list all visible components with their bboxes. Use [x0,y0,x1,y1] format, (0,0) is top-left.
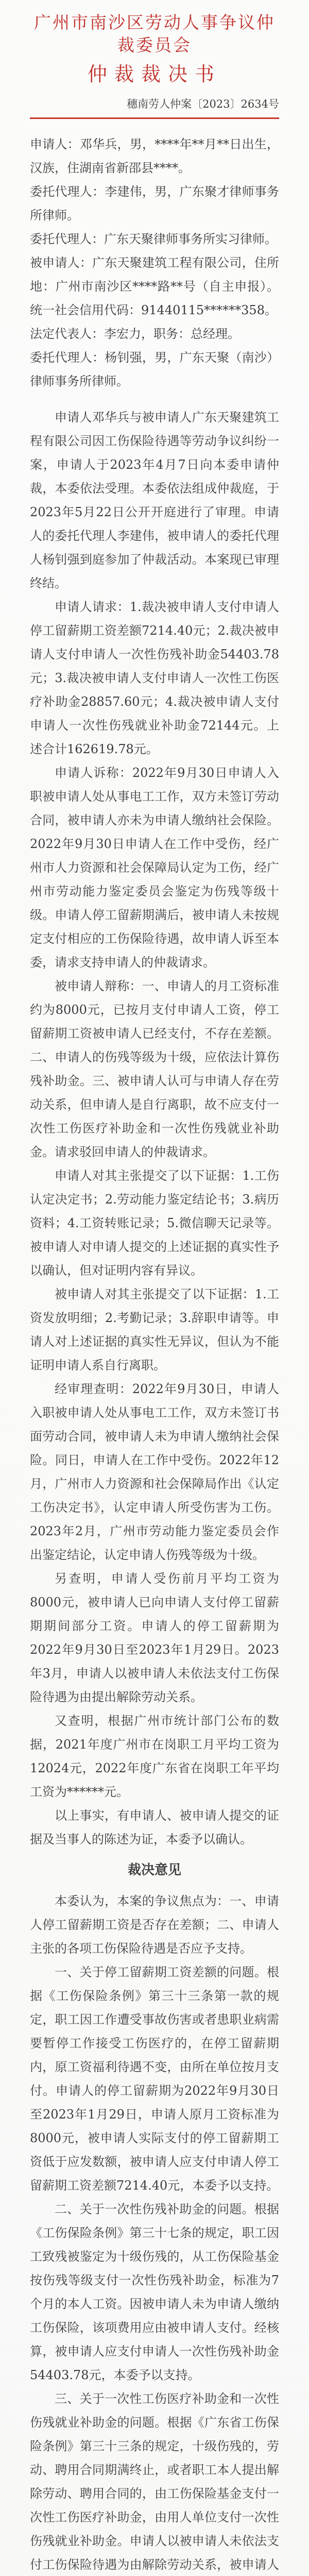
body-paragraph: 另查明，申请人受伤前月平均工资为8000元，被申请人已向申请人支付停工留薪期期间部分工资。申请人的停工留薪期为2022年9月30日至2023年1月29日。2023年3月，申请人以被申请人未依法支付工伤保险待遇为由提出解除劳动关系。 [30,1571,279,1704]
facts-block [30,405,279,1851]
body-paragraph: 一、关于停工留薪期工资差额的问题。根据《工伤保险条例》第三十三条第一款的规定，职工因工作遭受事故伤害或者患职业病需要暂停工作接受工伤医疗的，在停工留薪期内，原工资福利待遇不变，由所在单位按月支付。申请人的停工留薪期为2022年9月30日至2023年1月29日，申请人原月工资标准为8000元，被申请人实际支付的停工留薪期工资低于应发数额，被申请人应支付申请人停工留薪期工资差额7214.40元，本委予以支持。 [30,1965,279,2193]
body-paragraph: 被申请人对其主张提交了以下证据：1.工资发放明细；2.考勤记录；3.辞职申请等。申请人对上述证据的真实性无异议，但认为不能证明申请人系自行离职。 [30,1287,279,1372]
document-title: 仲裁裁决书 [87,63,221,86]
reasoning-block [30,1889,279,2576]
body-paragraph: 申请人诉称：2022年9月30日申请人入职被申请人处从事电工工作，双方未签订劳动合同，被申请人亦未为申请人缴纳社会保险。2022年9月30日申请人在工作中受伤，经广州市人力资源和社会保障局认定为工伤，经广州市劳动能力鉴定委员会鉴定为伤残等级十级。申请人停工留薪期满后，被申请人未按规定支付相应的工伤保险待遇，故申请人诉至本委，请求支持申请人的仲裁请求。 [30,766,279,970]
body-paragraph: 本委认为，本案的争议焦点为：一、申请人停工留薪期工资是否存在差额；二、申请人主张的各项工伤保险待遇是否应予支持。 [30,1894,279,1956]
body-paragraph: 经审理查明：2022年9月30日，申请人入职被申请人处从事电工工作，双方未签订书面劳动合同，被申请人未为申请人缴纳社会保险。同日，申请人在工作中受伤。2022年12月，广州市人力资源和社会保障局作出《认定工伤决定书》，认定申请人所受伤害为工伤。2023年2月，广州市劳动能力鉴定委员会作出鉴定结论，认定申请人伤残等级为十级。 [30,1382,279,1562]
body-paragraph: 申请人请求：1.裁决被申请人支付申请人停工留薪期工资差额7214.40元；2.裁决被申请人支付申请人一次性伤残补助金54403.78元；3.裁决被申请人支付申请人一次性工伤医疗补助金28857.60元；4.裁决被申请人支付申请人一次性伤残就业补助金72144元。上述合计162619.78元。 [30,600,279,756]
header-divider [30,117,279,119]
section-heading: 裁决意见 [127,1862,181,1878]
party-line: 委托代理人：李建伟，男，广东聚才律师事务所律师。 [30,184,279,223]
issuing-organization: 广州市南沙区劳动人事争议仲裁委员会 [34,12,275,55]
body-paragraph: 二、关于一次性伤残补助金的问题。根据《工伤保险条例》第三十七条的规定，职工因工致残被鉴定为十级伤残的，从工伤保险基金按伤残等级支付一次性伤残补助金，标准为7个月的本人工资。因被申请人未为申请人缴纳工伤保险，该项费用应由被申请人支付。经核算，被申请人应支付申请人一次性伤残补助金54403.78元，本委予以支持。 [30,2202,279,2382]
party-line: 被申请人：广东天聚建筑工程有限公司，住所地：广州市南沙区****路**号（自主申报）。统一社会信用代码：91440115******358。 [30,256,279,317]
party-line: 委托代理人：广东天聚律师事务所实习律师。 [30,232,277,246]
parties-block [30,132,279,393]
body-paragraph: 又查明，根据广州市统计部门公布的数据，2021年度广州市在岗职工月平均工资为12024元，2022年度广东省在岗职工年平均工资为******元。 [30,1714,279,1799]
body-paragraph: 以上事实，有申请人、被申请人提交的证据及当事人的陈述为证，本委予以确认。 [30,1808,279,1846]
party-line: 法定代表人：李宏力，职务：总经理。 [30,327,240,341]
party-line: 委托代理人：杨钊强，男，广东天聚（南沙）律师事务所律师。 [30,350,279,388]
body-paragraph: 申请人对其主张提交了以下证据：1.工伤认定决定书；2.劳动能力鉴定结论书；3.病历资料；4.工资转账记录；5.微信聊天记录等。被申请人对申请人提交的上述证据的真实性予以确认，但对证明内容有异议。 [30,1168,279,1278]
body-paragraph: 三、关于一次性工伤医疗补助金和一次性伤残就业补助金的问题。根据《广东省工伤保险条例》第三十三条的规定，十级伤残的，劳动、聘用合同期满终止，或者职工本人提出解除劳动、聘用合同的，由工伤保险基金支付一次性工伤医疗补助金，由用人单位支付一次性伤残就业补助金。申请人以被申请人未依法支付工伤保险待遇为由解除劳动关系，被申请人 [30,2392,279,2572]
body-paragraph: 被申请人辩称：一、申请人的月工资标准约为8000元，已按月支付申请人工资，停工留薪期工资被申请人已经支付，不存在差额。二、申请人的伤残等级为十级，应依法计算伤残补助金。三、被申请人认可与申请人存在劳动关系，但申请人是自行离职，故不应支付一次性工伤医疗补助金和一次性伤残就业补助金。请求驳回申请人的仲裁请求。 [30,979,279,1159]
party-line: 申请人：邓华兵，男，****年**月**日出生，汉族，住湖南省新邵县****。 [30,137,279,175]
body-paragraph: 申请人邓华兵与被申请人广东天聚建筑工程有限公司因工伤保险待遇等劳动争议纠纷一案，申请人于2023年4月7日向本委申请仲裁，本委依法受理。本委依法组成仲裁庭，于2023年5月22日公开开庭进行了审理。申请人的委托代理人李建伟，被申请人的委托代理人杨钊强到庭参加了仲裁活动。本案现已审理终结。 [30,410,279,590]
case-number: 穗南劳人仲案〔2023〕2634号 [127,98,279,110]
